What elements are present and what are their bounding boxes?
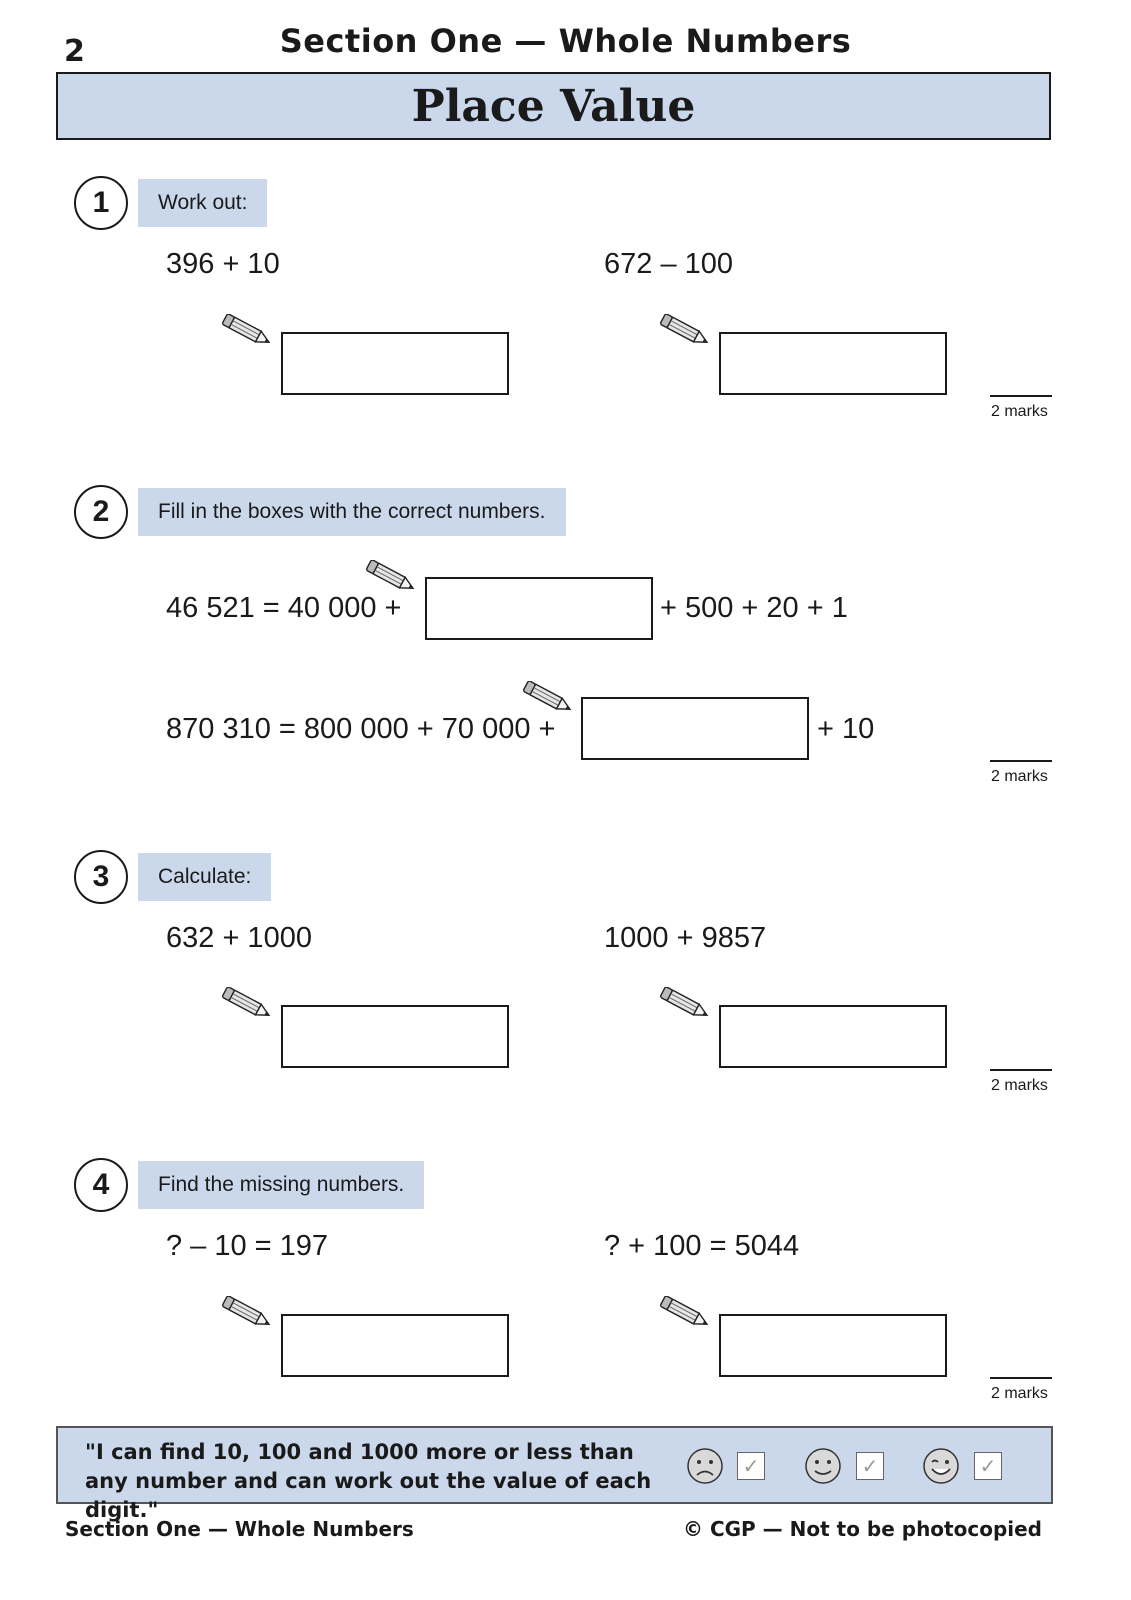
question-3-marks: 2 marks: [991, 1077, 1048, 1094]
answer-box-1a[interactable]: [281, 332, 509, 395]
check-icon: ✓: [742, 1455, 760, 1478]
pencil-icon: [656, 1296, 712, 1328]
question-2b-left: 870 310 = 800 000 + 70 000 +: [166, 713, 556, 745]
happy-face-icon: [922, 1447, 960, 1485]
check-icon: ✓: [861, 1455, 879, 1478]
answer-box-1b[interactable]: [719, 332, 947, 395]
answer-box-2a[interactable]: [425, 577, 653, 640]
pencil-icon: [656, 314, 712, 346]
question-4-instruction: Find the missing numbers.: [138, 1161, 424, 1209]
question-2-instruction: Fill in the boxes with the correct numbers.: [138, 488, 566, 536]
question-3-instruction: Calculate:: [138, 853, 271, 901]
pencil-icon: [218, 314, 274, 346]
question-1b-expression: 672 – 100: [604, 248, 734, 280]
answer-box-3b[interactable]: [719, 1005, 947, 1068]
footer-section-title: Section One — Whole Numbers: [65, 1517, 414, 1541]
answer-box-2b[interactable]: [581, 697, 809, 760]
marks-line: [990, 1377, 1052, 1379]
question-3-number: 3: [74, 850, 128, 904]
check-icon: ✓: [979, 1455, 997, 1478]
question-2a-left: 46 521 = 40 000 +: [166, 592, 402, 624]
marks-line: [990, 760, 1052, 762]
question-1a-expression: 396 + 10: [166, 248, 280, 280]
question-4-number: 4: [74, 1158, 128, 1212]
answer-box-4a[interactable]: [281, 1314, 509, 1377]
page-title: Place Value: [411, 80, 696, 132]
neutral-checkbox[interactable]: [856, 1452, 884, 1480]
title-banner: [56, 72, 1051, 140]
sad-face-icon: [686, 1447, 724, 1485]
neutral-face-icon: [804, 1447, 842, 1485]
pencil-icon: [218, 987, 274, 1019]
question-2a-right: + 500 + 20 + 1: [660, 592, 848, 624]
question-1-instruction: Work out:: [138, 179, 267, 227]
question-1-marks: 2 marks: [991, 403, 1048, 420]
pencil-icon: [362, 560, 418, 592]
sad-checkbox[interactable]: [737, 1452, 765, 1480]
self-assessment-statement: "I can find 10, 100 and 1000 more or less than any number and can work out the value of each digit.": [85, 1440, 652, 1522]
question-4a-expression: ? – 10 = 197: [166, 1230, 329, 1262]
answer-box-3a[interactable]: [281, 1005, 509, 1068]
page-number: 2: [64, 34, 85, 69]
section-title: Section One — Whole Numbers: [279, 22, 852, 60]
answer-box-4b[interactable]: [719, 1314, 947, 1377]
question-1-number: 1: [74, 176, 128, 230]
question-4-marks: 2 marks: [991, 1385, 1048, 1402]
question-2-number: 2: [74, 485, 128, 539]
question-3a-expression: 632 + 1000: [166, 922, 312, 954]
question-2b-right: + 10: [817, 713, 875, 745]
question-3b-expression: 1000 + 9857: [604, 922, 767, 954]
pencil-icon: [218, 1296, 274, 1328]
pencil-icon: [519, 681, 575, 713]
happy-checkbox[interactable]: [974, 1452, 1002, 1480]
marks-line: [990, 395, 1052, 397]
pencil-icon: [656, 987, 712, 1019]
footer-copyright: © CGP — Not to be photocopied: [683, 1517, 1042, 1541]
question-4b-expression: ? + 100 = 5044: [604, 1230, 800, 1262]
question-2-marks: 2 marks: [991, 768, 1048, 785]
marks-line: [990, 1069, 1052, 1071]
